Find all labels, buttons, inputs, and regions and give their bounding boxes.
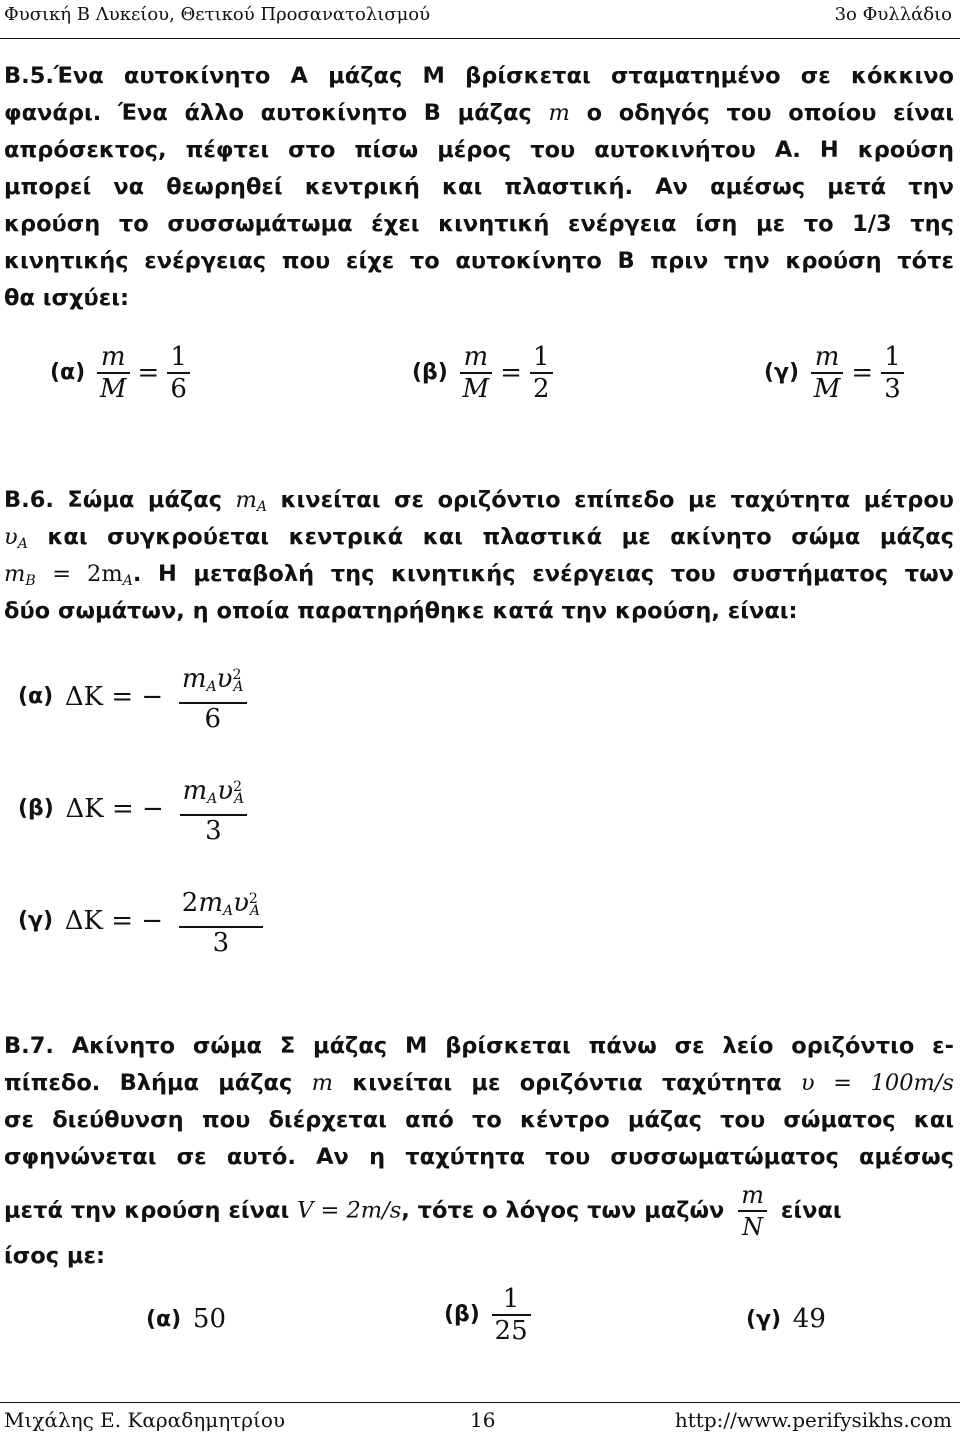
- q6-option-b: (β) ΔK = − $\frac{m_A\upsilon^2_A}{3}$: [18, 772, 247, 846]
- q5-line-5: κρούση το συσσωμάτωμα έχει κινητική ενέργεια ίση με το 1/3 της: [4, 211, 954, 237]
- page-footer: [4, 1408, 956, 1436]
- question-b6: [4, 482, 954, 630]
- footer-url[interactable]: http://www.perifysikhs.com: [674, 1408, 952, 1432]
- q7-line-2: πίπεδο. Βλήμα μάζας m κινείται με οριζόντια ταχύτητα υ = 100m/s: [4, 1070, 954, 1096]
- q6-line-2: $\upsilon_A$ και συγκρούεται κεντρικά και πλαστικά με ακίνητο σώμα μάζας: [4, 524, 954, 552]
- question-b7: [4, 1028, 954, 1275]
- q7-line-5: μετά την κρούση είναι V = 2m/s, τότε ο λόγος των μαζών $\frac{m}{N}$ είναι: [4, 1181, 842, 1241]
- q5-line-7: θα ισχύει:: [4, 285, 130, 311]
- q5-option-b: (β) $\frac{m}{M}$ = $\frac{1}{2}$: [412, 342, 553, 404]
- q7-line-1: Β.7. Ακίνητο σώμα Σ μάζας Μ βρίσκεται πάνω σε λείο οριζόντιο ε-: [4, 1033, 954, 1059]
- q6-line-1: Β.6. Σώμα μάζας $m_A$ κινείται σε οριζόντιο επίπεδο με ταχύτητα μέτρου: [4, 487, 954, 515]
- footer-author: Μιχάλης Ε. Καραδημητρίου: [4, 1408, 286, 1432]
- q6-line-4: δύο σωμάτων, η οποία παρατηρήθηκε κατά την κρούση, είναι:: [4, 598, 798, 624]
- page-number: 16: [470, 1408, 496, 1432]
- q5-option-a: (α) $\frac{m}{M}$ = $\frac{1}{6}$: [50, 342, 190, 404]
- header-title: Φυσική Β Λυκείου, Θετικού Προσανατολισμού: [4, 4, 431, 25]
- q6-option-c: (γ) ΔK = − $\frac{2m_A\upsilon^2_A}{3}$: [18, 884, 263, 958]
- q5-line-1: Β.5.Ένα αυτοκίνητο Α μάζας Μ βρίσκεται σταματημένο σε κόκκινο: [4, 63, 954, 89]
- footer-rule: [0, 1402, 960, 1403]
- q7-option-b: (β) $\frac{1}{25}$: [444, 1284, 531, 1346]
- q6-option-a: (α) ΔK = − $\frac{m_A\upsilon^2_A}{6}$: [18, 660, 247, 734]
- header-rule: [0, 38, 960, 39]
- q5-option-c: (γ) $\frac{m}{M}$ = $\frac{1}{3}$: [764, 342, 904, 404]
- q7-option-c: (γ) 49: [746, 1304, 826, 1334]
- q5-line-4: μπορεί να θεωρηθεί κεντρική και πλαστική. Αν αμέσως μετά την: [4, 174, 954, 200]
- q5-line-3: απρόσεκτος, πέφτει στο πίσω μέρος του αυτοκινήτου Α. Η κρούση: [4, 137, 954, 163]
- q7-line-6: ίσος με:: [4, 1243, 105, 1269]
- q5-line-2: φανάρι. Ένα άλλο αυτοκίνητο Β μάζας m ο οδηγός του οποίου είναι: [4, 100, 954, 126]
- q7-line-4: σφηνώνεται σε αυτό. Αν η ταχύτητα του συσσωματώματος αμέσως: [4, 1144, 954, 1170]
- question-b5: [4, 58, 954, 317]
- q5-line-6: κινητικής ενέργειας που είχε το αυτοκίνητο Β πριν την κρούση τότε: [4, 248, 954, 274]
- q7-line-3: σε διεύθυνση που διέρχεται από το κέντρο μάζας του σώματος και: [4, 1107, 954, 1133]
- q6-line-3: $m_B = 2m_A$. Η μεταβολή της κινητικής ενέργειας του συστήματος των: [4, 561, 954, 589]
- page-header: [4, 4, 956, 30]
- header-booklet: 3ο Φυλλάδιο: [834, 4, 952, 25]
- q7-option-a: (α) 50: [146, 1304, 226, 1334]
